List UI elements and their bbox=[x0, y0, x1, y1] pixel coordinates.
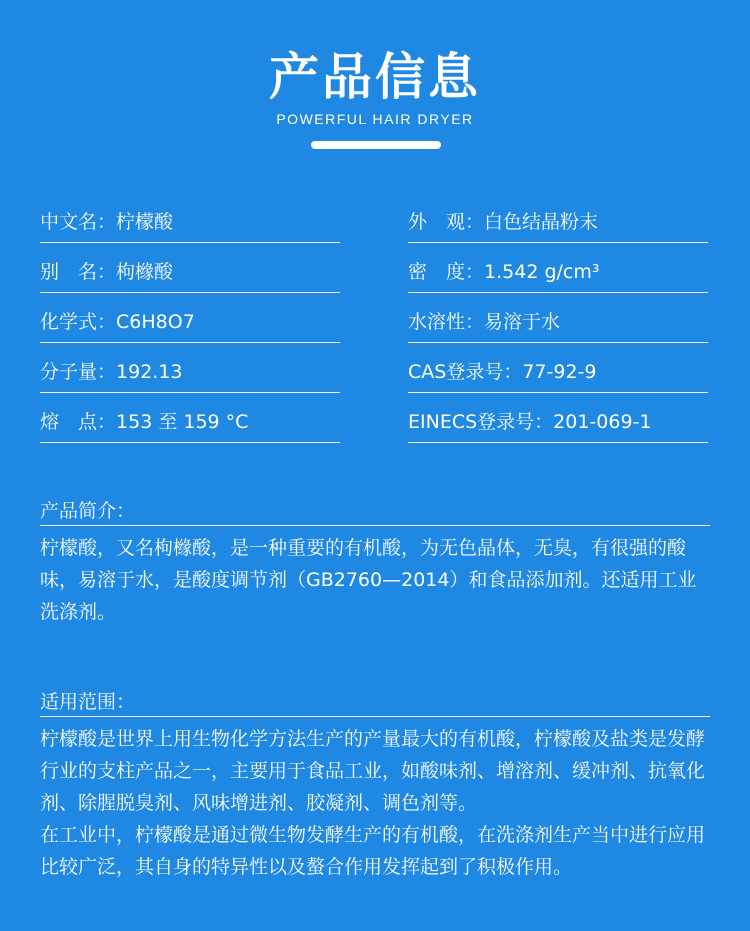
spec-row-water-solubility bbox=[408, 302, 708, 343]
spec-label: 水溶性： bbox=[408, 311, 485, 333]
spec-label: 密 度： bbox=[408, 261, 485, 283]
usage-paragraph: 柠檬酸是世界上用生物化学方法生产的产量最大的有机酸，柠檬酸及盐类是发酵行业的支柱产品之一，主要用于食品工业，如酸味剂、增溶剂、缓冲剂、抗氧化剂、除腥脱臭剂、风味增进剂、胶凝剂、调色剂等。 bbox=[40, 728, 706, 814]
spec-value: 192.13 bbox=[116, 361, 183, 383]
page-title: 产品信息 bbox=[269, 48, 481, 106]
spec-row-einecs-number bbox=[408, 402, 708, 443]
spec-row-density bbox=[408, 252, 708, 293]
spec-label: 中文名： bbox=[40, 211, 117, 233]
spec-row-cas-number bbox=[408, 352, 708, 393]
spec-value: C6H8O7 bbox=[116, 311, 195, 333]
spec-label: 分子量： bbox=[40, 361, 117, 383]
spec-row-alias bbox=[40, 252, 340, 293]
spec-label: CAS登录号： bbox=[408, 361, 523, 383]
spec-row-melting-point bbox=[40, 402, 340, 443]
spec-row-appearance bbox=[408, 202, 708, 243]
spec-value: 153 至 159 °C bbox=[116, 411, 249, 433]
spec-row-formula bbox=[40, 302, 340, 343]
spec-value: 柠檬酸 bbox=[116, 211, 174, 233]
spec-value: 白色结晶粉末 bbox=[484, 211, 599, 233]
spec-label: 别 名： bbox=[40, 261, 117, 283]
spec-label: 外 观： bbox=[408, 211, 485, 233]
page-subtitle: POWERFUL HAIR DRYER bbox=[276, 111, 474, 127]
spec-value: 1.542 g/cm³ bbox=[484, 261, 600, 283]
intro-paragraph: 柠檬酸，又名枸橼酸，是一种重要的有机酸，为无色晶体，无臭，有很强的酸味，易溶于水，是酸度调节剂（GB2760—2014）和食品添加剂。还适用工业洗涤剂。 bbox=[40, 537, 697, 623]
spec-value: 201-069-1 bbox=[553, 411, 652, 433]
usage-paragraph: 在工业中，柠檬酸是通过微生物发酵生产的有机酸，在洗涤剂生产当中进行应用比较广泛，其自身的特异性以及螯合作用发挥起到了积极作用。 bbox=[40, 824, 706, 878]
spec-label: 化学式： bbox=[40, 311, 117, 333]
title-underline-bar bbox=[311, 141, 441, 149]
spec-row-chinese-name bbox=[40, 202, 340, 243]
spec-value: 77-92-9 bbox=[522, 361, 597, 383]
spec-label: EINECS登录号： bbox=[408, 411, 554, 433]
spec-label: 熔 点： bbox=[40, 411, 117, 433]
usage-text bbox=[40, 723, 712, 883]
usage-heading: 适用范围： bbox=[40, 688, 710, 717]
intro-text bbox=[40, 532, 712, 628]
spec-row-molecular-weight bbox=[40, 352, 340, 393]
intro-heading: 产品简介： bbox=[40, 497, 710, 526]
spec-value: 易溶于水 bbox=[484, 311, 561, 333]
spec-value: 枸橼酸 bbox=[116, 261, 174, 283]
